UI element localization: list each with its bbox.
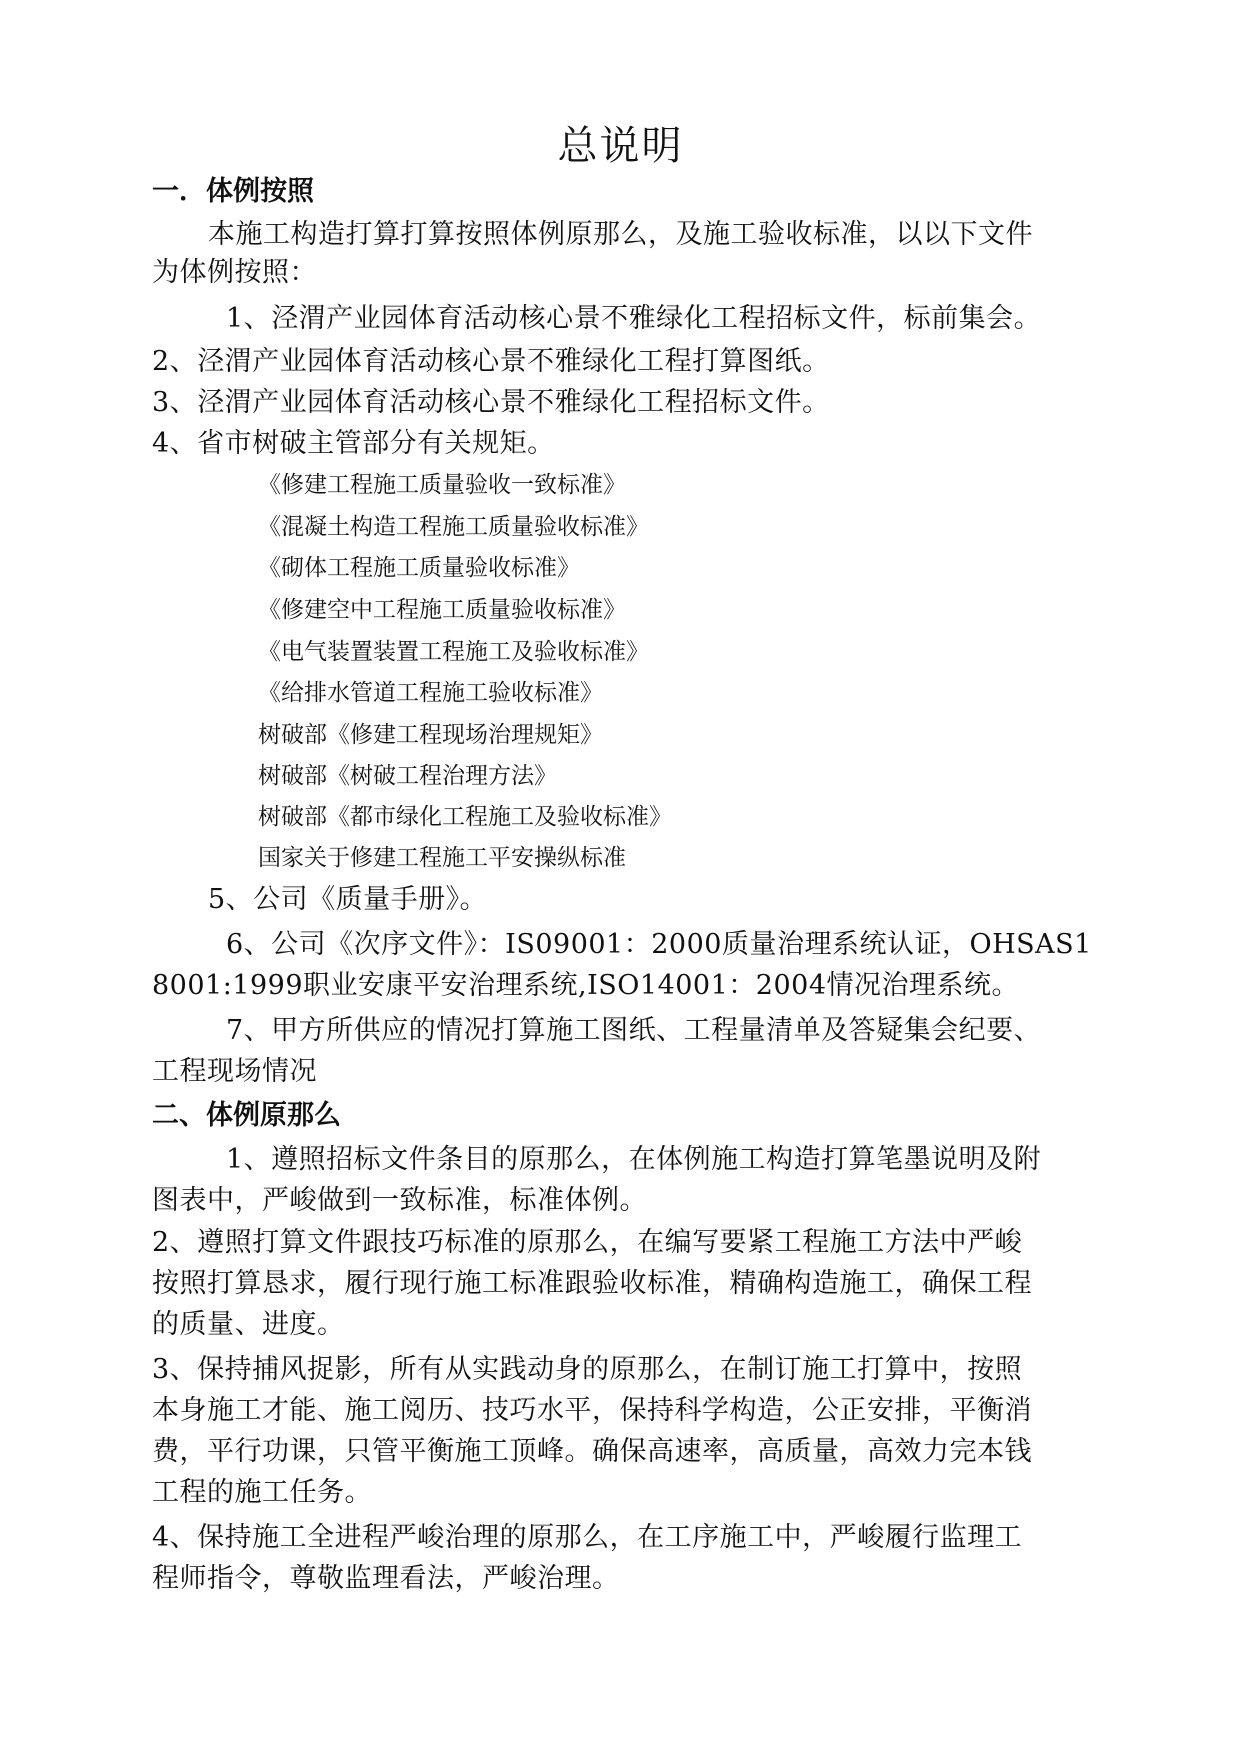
standard-item: 树破部《树破工程治理方法》 <box>258 763 557 789</box>
standard-item: 《修建空中工程施工质量验收标准》 <box>258 597 626 623</box>
standard-item: 树破部《都市绿化工程施工及验收标准》 <box>258 804 672 830</box>
principle-3-line-3: 费，平行功课，只管平衡施工顶峰。确保高速率，高质量，高效力完本钱 <box>152 1436 1032 1467</box>
standard-item: 《电气装置装置工程施工及验收标准》 <box>258 639 649 665</box>
principle-2-line-1: 2、遵照打算文件跟技巧标准的原那么，在编写要紧工程施工方法中严峻 <box>152 1227 1023 1258</box>
principle-2-line-2: 按照打算恳求，履行现行施工标准跟验收标准，精确构造施工，确保工程 <box>152 1268 1032 1299</box>
principle-4-line-2: 程师指令，尊敬监理看法，严峻治理。 <box>152 1563 620 1594</box>
standard-item: 《给排水管道工程施工验收标准》 <box>258 680 603 706</box>
standard-item: 《混凝土构造工程施工质量验收标准》 <box>258 514 649 540</box>
basis-item-6-line-2: 8001:1999职业安康平安治理系统,ISO14001：2004情况治理系统。 <box>152 970 1020 1001</box>
page-title: 总说明 <box>557 123 684 169</box>
basis-item-5: 5、公司《质量手册》。 <box>208 884 488 915</box>
principle-2-line-3: 的质量、进度。 <box>152 1309 345 1340</box>
principle-1-line-1: 1、遵照招标文件条目的原那么，在体例施工构造打算笔墨说明及附 <box>226 1144 1042 1175</box>
basis-item-7-line-1: 7、甲方所供应的情况打算施工图纸、工程量清单及答疑集会纪要、 <box>226 1015 1042 1046</box>
basis-item-6-line-1: 6、公司《次序文件》：IS09001：2000质量治理系统认证，OHSAS1 <box>226 929 1092 960</box>
standard-item: 《修建工程施工质量验收一致标准》 <box>258 472 626 498</box>
basis-item-4: 4、省市树破主管部分有关规矩。 <box>152 428 555 459</box>
basis-item-2: 2、泾渭产业园体育活动核心景不雅绿化工程打算图纸。 <box>152 346 830 377</box>
principle-1-line-2: 图表中，严峻做到一致标准，标准体例。 <box>152 1185 647 1216</box>
standard-item: 树破部《修建工程现场治理规矩》 <box>258 722 603 748</box>
section-heading-principles: 二、体例原那么 <box>152 1100 341 1131</box>
principle-3-line-2: 本身施工才能、施工阅历、技巧水平，保持科学构造，公正安排，平衡消 <box>152 1395 1032 1426</box>
principle-4-line-1: 4、保持施工全进程严峻治理的原那么，在工序施工中，严峻履行监理工 <box>152 1522 1023 1553</box>
basis-item-3: 3、泾渭产业园体育活动核心景不雅绿化工程招标文件。 <box>152 387 830 418</box>
standard-item: 《砌体工程施工质量验收标准》 <box>258 555 580 581</box>
basis-item-7-line-2: 工程现场情况 <box>152 1056 317 1087</box>
intro-line-2: 为体例按照： <box>152 257 317 288</box>
standard-item: 国家关于修建工程施工平安操纵标准 <box>258 845 626 871</box>
intro-line-1: 本施工构造打算打算按照体例原那么，及施工验收标准，以以下文件 <box>208 219 1033 250</box>
section-heading-basis: 一．体例按照 <box>152 176 314 207</box>
basis-item-1: 1、泾渭产业园体育活动核心景不雅绿化工程招标文件，标前集会。 <box>226 303 1042 334</box>
principle-3-line-4: 工程的施工任务。 <box>152 1477 372 1508</box>
principle-3-line-1: 3、保持捕风捉影，所有从实践动身的原那么，在制订施工打算中，按照 <box>152 1354 1023 1385</box>
